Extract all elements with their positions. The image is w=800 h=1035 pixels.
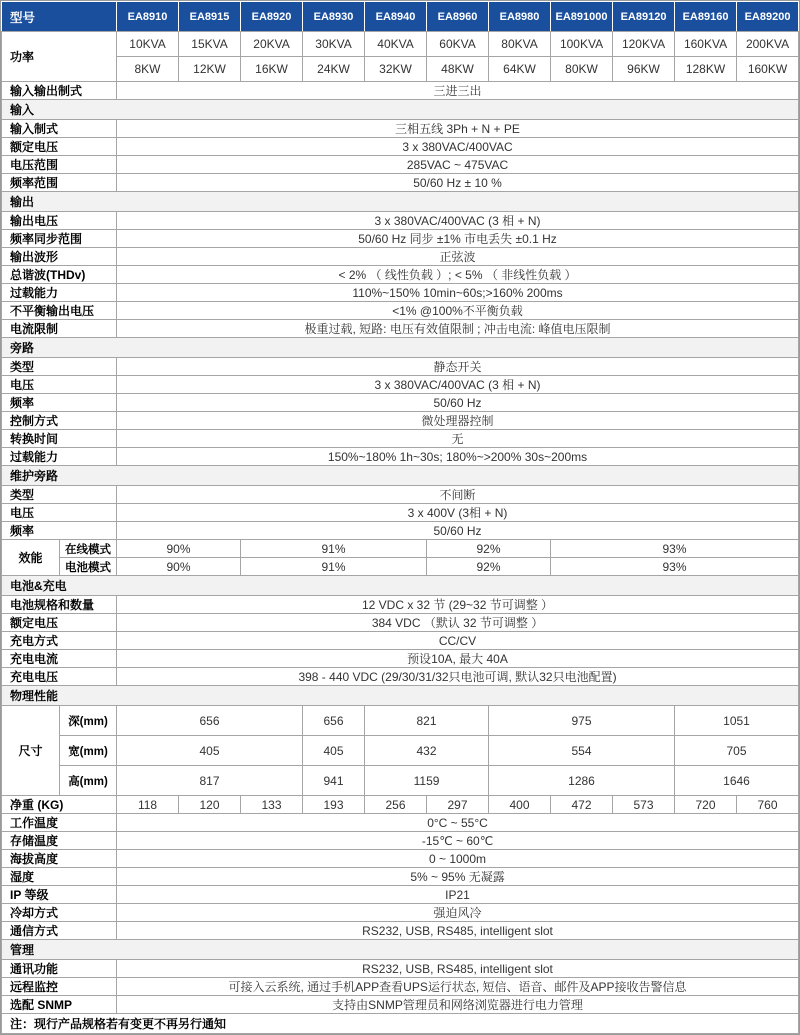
table-row <box>2 100 799 120</box>
spec-value: 554 <box>489 736 675 766</box>
note-text: 注：现行产品规格若有变更不再另行通知 <box>2 1014 799 1034</box>
spec-value: 50/60 Hz <box>117 394 799 412</box>
spec-cell: 80KVA <box>489 32 551 57</box>
table-row <box>2 814 799 832</box>
model-header: EA8920 <box>241 2 303 32</box>
table-row <box>2 960 799 978</box>
spec-cell: 30KVA <box>303 32 365 57</box>
table-row <box>2 212 799 230</box>
table-row <box>2 706 799 736</box>
table-row <box>2 886 799 904</box>
table-row <box>2 284 799 302</box>
table-row <box>2 448 799 466</box>
spec-cell: 24KW <box>303 57 365 82</box>
spec-cell: 40KVA <box>365 32 427 57</box>
spec-cell: 573 <box>613 796 675 814</box>
table-row <box>2 320 799 338</box>
row-label: 额定电压 <box>2 138 117 156</box>
row-label: IP 等级 <box>2 886 117 904</box>
section-header: 输入 <box>2 100 799 120</box>
row-label: 额定电压 <box>2 614 117 632</box>
spec-cell: 16KW <box>241 57 303 82</box>
table-row <box>2 868 799 886</box>
row-label: 转换时间 <box>2 430 117 448</box>
section-header: 维护旁路 <box>2 466 799 486</box>
spec-value: 92% <box>427 558 551 576</box>
row-label: 选配 SNMP <box>2 996 117 1014</box>
table-row <box>2 466 799 486</box>
spec-value: 0°C ~ 55°C <box>117 814 799 832</box>
table-row <box>2 504 799 522</box>
spec-value: 90% <box>117 558 241 576</box>
table-row <box>2 796 799 814</box>
spec-value: 405 <box>117 736 303 766</box>
spec-value: 93% <box>551 558 799 576</box>
spec-value: < 2% （ 线性负载 ）; < 5% （ 非线性负载 ） <box>117 266 799 284</box>
table-row <box>2 978 799 996</box>
spec-value: 405 <box>303 736 365 766</box>
spec-value: 1646 <box>675 766 799 796</box>
spec-table-body <box>2 2 799 1034</box>
spec-value: 3 x 380VAC/400VAC (3 相 + N) <box>117 212 799 230</box>
spec-value: 极重过载, 短路: 电压有效值限制 ; 冲击电流: 峰值电压限制 <box>117 320 799 338</box>
model-header: EA8960 <box>427 2 489 32</box>
row-label: 通信方式 <box>2 922 117 940</box>
model-header: EA8915 <box>179 2 241 32</box>
spec-cell: 297 <box>427 796 489 814</box>
table-row <box>2 650 799 668</box>
spec-value: -15℃ ~ 60℃ <box>117 832 799 850</box>
row-label: 频率范围 <box>2 174 117 192</box>
spec-cell: 48KW <box>427 57 489 82</box>
row-label: 电压 <box>2 504 117 522</box>
table-row <box>2 668 799 686</box>
spec-cell: 472 <box>551 796 613 814</box>
row-label: 充电电压 <box>2 668 117 686</box>
table-row <box>2 540 799 558</box>
row-label: 充电电流 <box>2 650 117 668</box>
group-label: 功率 <box>2 32 117 82</box>
spec-value: 1286 <box>489 766 675 796</box>
row-label: 不平衡输出电压 <box>2 302 117 320</box>
sub-label: 高(mm) <box>60 766 117 796</box>
section-header: 电池&充电 <box>2 576 799 596</box>
spec-cell: 20KVA <box>241 32 303 57</box>
spec-cell: 80KW <box>551 57 613 82</box>
spec-value: 92% <box>427 540 551 558</box>
spec-value: 705 <box>675 736 799 766</box>
spec-cell: 60KVA <box>427 32 489 57</box>
row-label: 海拔高度 <box>2 850 117 868</box>
sub-label: 在线模式 <box>60 540 117 558</box>
table-row <box>2 904 799 922</box>
spec-value: 支持由SNMP管理员和网络浏览器进行电力管理 <box>117 996 799 1014</box>
spec-value: RS232, USB, RS485, intelligent slot <box>117 960 799 978</box>
table-row <box>2 266 799 284</box>
spec-cell: 120 <box>179 796 241 814</box>
table-row <box>2 174 799 192</box>
table-row <box>2 832 799 850</box>
table-row <box>2 82 799 100</box>
spec-value: 398 - 440 VDC (29/30/31/32只电池可调, 默认32只电池配置) <box>117 668 799 686</box>
row-label: 冷却方式 <box>2 904 117 922</box>
model-header: EA89120 <box>613 2 675 32</box>
spec-table <box>1 1 799 1034</box>
table-row <box>2 558 799 576</box>
table-row <box>2 230 799 248</box>
table-row <box>2 632 799 650</box>
spec-cell: 133 <box>241 796 303 814</box>
spec-value: IP21 <box>117 886 799 904</box>
table-row <box>2 596 799 614</box>
spec-value: 3 x 380VAC/400VAC <box>117 138 799 156</box>
spec-value: 正弦波 <box>117 248 799 266</box>
spec-cell: 120KVA <box>613 32 675 57</box>
spec-value: 90% <box>117 540 241 558</box>
spec-cell: 118 <box>117 796 179 814</box>
table-row <box>2 1014 799 1034</box>
group-label: 尺寸 <box>2 706 60 796</box>
sub-label: 深(mm) <box>60 706 117 736</box>
table-row <box>2 430 799 448</box>
spec-value: 12 VDC x 32 节 (29~32 节可调整 ） <box>117 596 799 614</box>
row-label: 频率 <box>2 394 117 412</box>
table-row <box>2 248 799 266</box>
spec-value: 微处理器控制 <box>117 412 799 430</box>
spec-cell: 720 <box>675 796 737 814</box>
spec-cell: 32KW <box>365 57 427 82</box>
spec-value: 384 VDC （默认 32 节可调整 ） <box>117 614 799 632</box>
table-row <box>2 940 799 960</box>
spec-value: 50/60 Hz ± 10 % <box>117 174 799 192</box>
row-label: 频率 <box>2 522 117 540</box>
spec-value: 817 <box>117 766 303 796</box>
row-label: 控制方式 <box>2 412 117 430</box>
spec-cell: 15KVA <box>179 32 241 57</box>
spec-cell: 400 <box>489 796 551 814</box>
spec-cell: 96KW <box>613 57 675 82</box>
spec-value: 1051 <box>675 706 799 736</box>
table-row <box>2 850 799 868</box>
row-label: 输出电压 <box>2 212 117 230</box>
spec-value: 预设10A, 最大 40A <box>117 650 799 668</box>
section-header: 输出 <box>2 192 799 212</box>
model-header: EA891000 <box>551 2 613 32</box>
spec-value: 3 x 380VAC/400VAC (3 相 + N) <box>117 376 799 394</box>
table-row <box>2 138 799 156</box>
model-header: EA8910 <box>117 2 179 32</box>
group-label: 效能 <box>2 540 60 576</box>
model-header-row <box>2 2 799 32</box>
table-row <box>2 614 799 632</box>
spec-value: 无 <box>117 430 799 448</box>
row-label: 过载能力 <box>2 448 117 466</box>
table-row <box>2 412 799 430</box>
table-row <box>2 576 799 596</box>
spec-value: 93% <box>551 540 799 558</box>
spec-value: 三相五线 3Ph + N + PE <box>117 120 799 138</box>
section-header: 管理 <box>2 940 799 960</box>
table-row <box>2 736 799 766</box>
spec-value: 110%~150% 10min~60s;>160% 200ms <box>117 284 799 302</box>
spec-value: RS232, USB, RS485, intelligent slot <box>117 922 799 940</box>
table-row <box>2 486 799 504</box>
model-header: EA8980 <box>489 2 551 32</box>
row-label: 充电方式 <box>2 632 117 650</box>
row-label: 输入输出制式 <box>2 82 117 100</box>
table-row <box>2 302 799 320</box>
table-row <box>2 996 799 1014</box>
table-row <box>2 394 799 412</box>
row-label: 输入制式 <box>2 120 117 138</box>
spec-value: 941 <box>303 766 365 796</box>
row-label: 过载能力 <box>2 284 117 302</box>
model-header-label: 型号 <box>2 2 117 32</box>
table-row <box>2 358 799 376</box>
table-row <box>2 522 799 540</box>
row-label: 净重 (KG) <box>2 796 117 814</box>
spec-value: 91% <box>241 558 427 576</box>
spec-cell: 100KVA <box>551 32 613 57</box>
spec-value: 3 x 400V (3相 + N) <box>117 504 799 522</box>
spec-value: 可接入云系统, 通过手机APP查看UPS运行状态, 短信、语音、邮件及APP接收告警信息 <box>117 978 799 996</box>
table-row <box>2 376 799 394</box>
table-row <box>2 32 799 57</box>
model-header: EA8930 <box>303 2 365 32</box>
table-row <box>2 686 799 706</box>
row-label: 湿度 <box>2 868 117 886</box>
row-label: 输出波形 <box>2 248 117 266</box>
row-label: 电压 <box>2 376 117 394</box>
row-label: 电压范围 <box>2 156 117 174</box>
spec-cell: 760 <box>737 796 799 814</box>
spec-cell: 12KW <box>179 57 241 82</box>
spec-cell: 64KW <box>489 57 551 82</box>
table-row <box>2 120 799 138</box>
table-row <box>2 922 799 940</box>
spec-value: <1% @100%不平衡负载 <box>117 302 799 320</box>
spec-cell: 8KW <box>117 57 179 82</box>
spec-value: 50/60 Hz <box>117 522 799 540</box>
spec-value: 975 <box>489 706 675 736</box>
spec-cell: 193 <box>303 796 365 814</box>
row-label: 电流限制 <box>2 320 117 338</box>
table-row <box>2 57 799 82</box>
spec-cell: 160KW <box>737 57 799 82</box>
row-label: 工作温度 <box>2 814 117 832</box>
spec-value: 不间断 <box>117 486 799 504</box>
row-label: 通讯功能 <box>2 960 117 978</box>
spec-value: 285VAC ~ 475VAC <box>117 156 799 174</box>
spec-cell: 128KW <box>675 57 737 82</box>
spec-value: 强迫风冷 <box>117 904 799 922</box>
model-header: EA89200 <box>737 2 799 32</box>
spec-value: 静态开关 <box>117 358 799 376</box>
spec-value: 三进三出 <box>117 82 799 100</box>
row-label: 总谐波(THDv) <box>2 266 117 284</box>
spec-value: 50/60 Hz 同步 ±1% 市电丢失 ±0.1 Hz <box>117 230 799 248</box>
section-header: 旁路 <box>2 338 799 358</box>
model-header: EA89160 <box>675 2 737 32</box>
spec-value: 91% <box>241 540 427 558</box>
spec-value: CC/CV <box>117 632 799 650</box>
spec-value: 150%~180% 1h~30s; 180%~>200% 30s~200ms <box>117 448 799 466</box>
table-row <box>2 192 799 212</box>
sub-label: 电池模式 <box>60 558 117 576</box>
table-row <box>2 156 799 174</box>
sub-label: 宽(mm) <box>60 736 117 766</box>
spec-value: 0 ~ 1000m <box>117 850 799 868</box>
spec-cell: 10KVA <box>117 32 179 57</box>
row-label: 类型 <box>2 486 117 504</box>
table-row <box>2 338 799 358</box>
section-header: 物理性能 <box>2 686 799 706</box>
spec-value: 5% ~ 95% 无凝露 <box>117 868 799 886</box>
row-label: 频率同步范围 <box>2 230 117 248</box>
model-header: EA8940 <box>365 2 427 32</box>
table-row <box>2 766 799 796</box>
row-label: 类型 <box>2 358 117 376</box>
spec-value: 432 <box>365 736 489 766</box>
spec-cell: 200KVA <box>737 32 799 57</box>
row-label: 存储温度 <box>2 832 117 850</box>
row-label: 电池规格和数量 <box>2 596 117 614</box>
row-label: 远程监控 <box>2 978 117 996</box>
spec-cell: 256 <box>365 796 427 814</box>
spec-value: 656 <box>117 706 303 736</box>
spec-value: 656 <box>303 706 365 736</box>
spec-value: 821 <box>365 706 489 736</box>
spec-cell: 160KVA <box>675 32 737 57</box>
spec-value: 1159 <box>365 766 489 796</box>
